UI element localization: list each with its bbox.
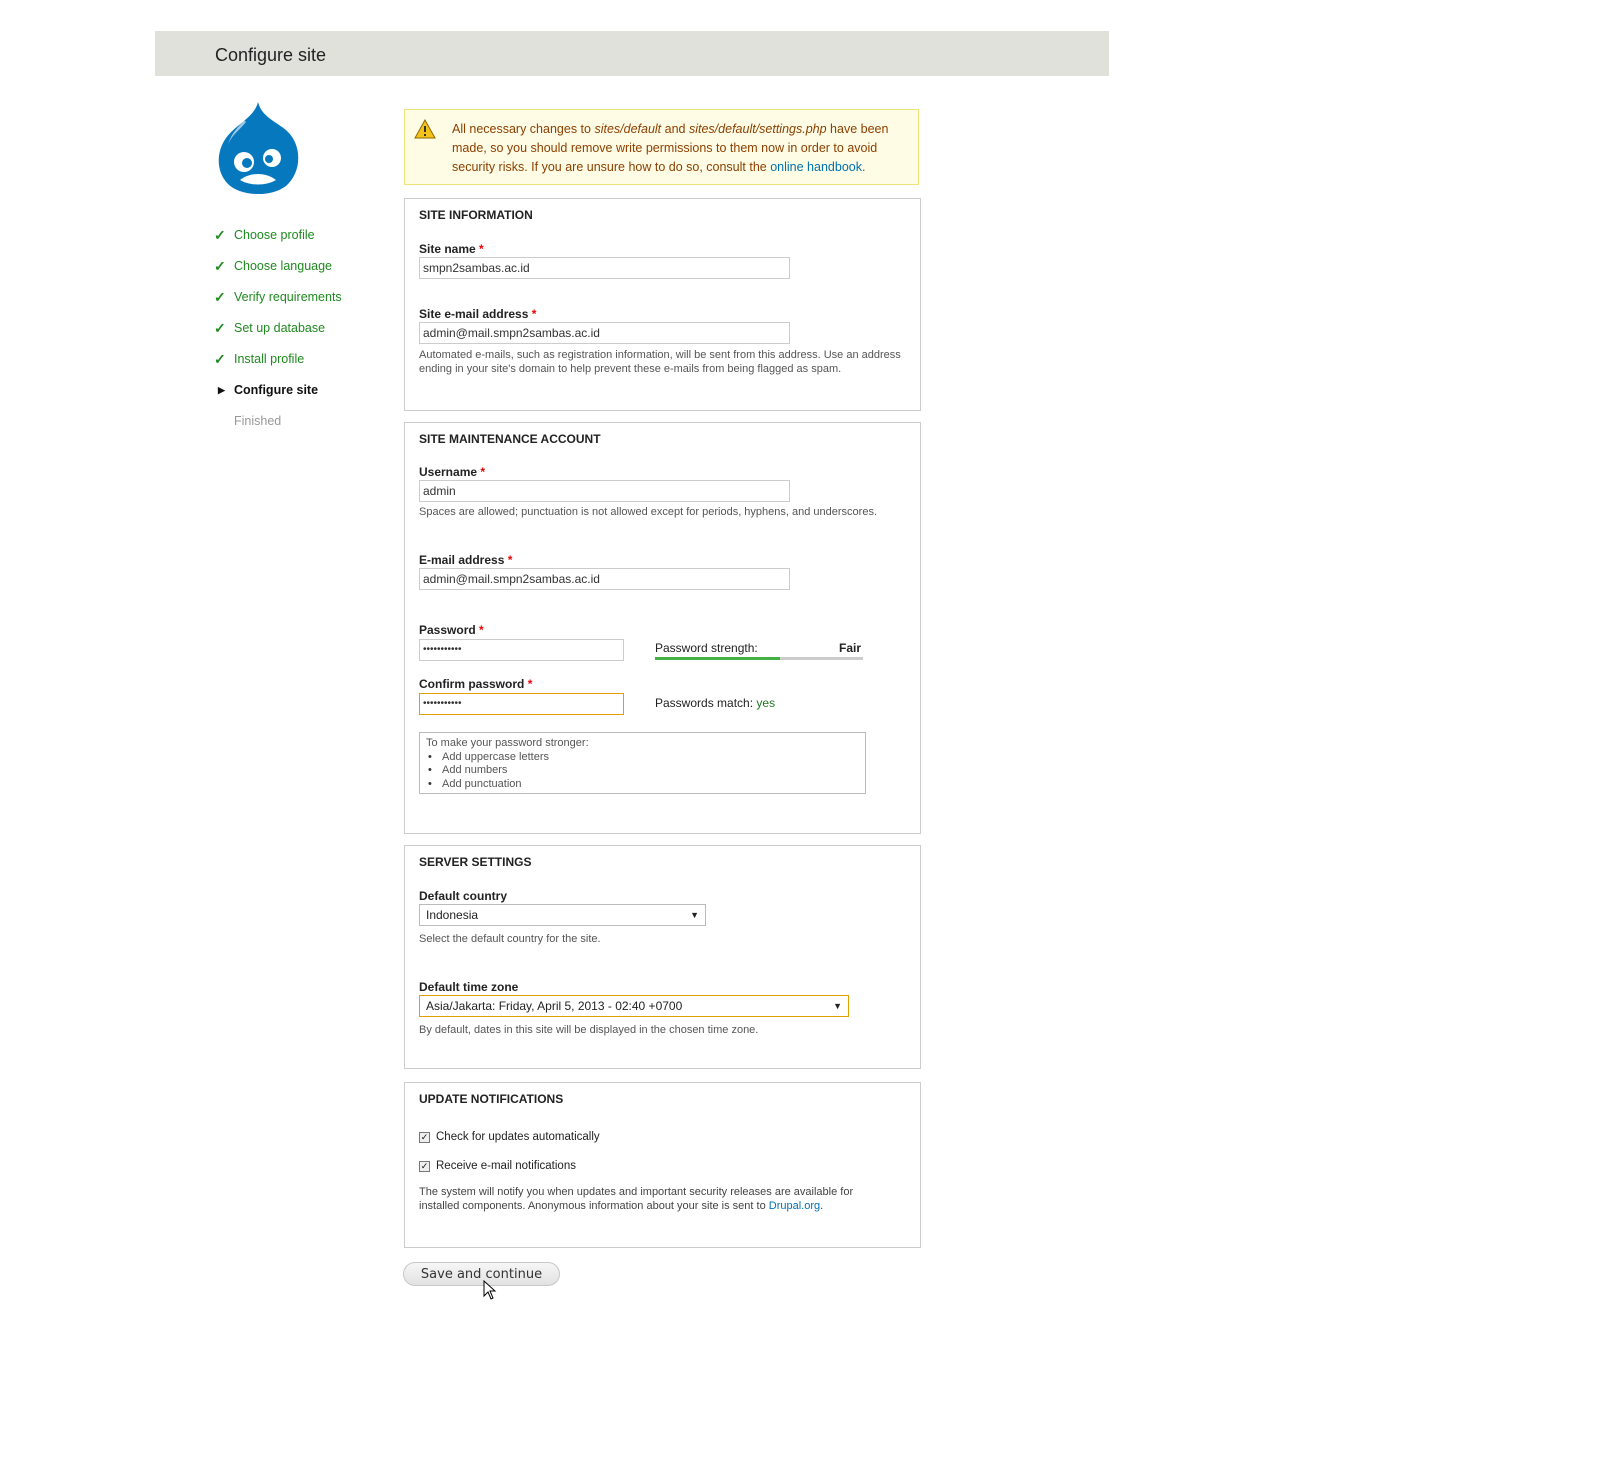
triangle-right-icon: ▶ bbox=[218, 385, 225, 395]
check-icon: ✓ bbox=[214, 351, 226, 367]
password-suggestions bbox=[419, 732, 866, 794]
password-strength-fill bbox=[655, 657, 780, 660]
step-configure-site: ▶ Configure site bbox=[214, 383, 342, 414]
email-notifications-label: Receive e-mail notifications bbox=[436, 1160, 576, 1172]
step-set-up-database: ✓ Set up database bbox=[214, 320, 326, 336]
site-email-input[interactable]: admin@mail.smpn2sambas.ac.id bbox=[419, 322, 790, 344]
step-install-profile: ✓ Install profile bbox=[214, 351, 305, 367]
warning-message bbox=[404, 109, 919, 185]
site-information-fieldset bbox=[404, 198, 921, 411]
default-time-zone-label: Default time zone bbox=[419, 980, 519, 994]
password-suggestions-title: To make your password stronger: bbox=[426, 737, 589, 749]
password-input[interactable]: ••••••••••• bbox=[419, 639, 624, 661]
default-country-description: Select the default country for the site. bbox=[419, 933, 601, 945]
email-notifications-checkbox[interactable]: ✓ bbox=[420, 1160, 429, 1171]
confirm-password-label: Confirm password * bbox=[419, 677, 533, 691]
server-settings-fieldset bbox=[404, 845, 921, 1069]
email-label: E-mail address * bbox=[419, 553, 513, 567]
check-icon: ✓ bbox=[214, 258, 226, 274]
site-maintenance-account-fieldset bbox=[404, 422, 921, 834]
confirm-password-input[interactable]: ••••••••••• bbox=[419, 693, 624, 715]
default-country-label: Default country bbox=[419, 889, 508, 903]
drupal-org-link[interactable]: Drupal.org bbox=[768, 1199, 821, 1212]
dropdown-arrow-icon: ▼ bbox=[690, 910, 699, 920]
site-information-legend: SITE INFORMATION bbox=[419, 208, 533, 222]
site-email-description: Automated e-mails, such as registration information, will be sent from this address. Use an address ending in your site's domain to help prevent these e-mails from being flagged as spam. bbox=[419, 349, 901, 375]
username-label: Username * bbox=[419, 465, 486, 479]
page-header bbox=[155, 31, 1109, 76]
username-description: Spaces are allowed; punctuation is not allowed except for periods, hyphens, and underscores. bbox=[419, 506, 878, 518]
default-time-zone-description: By default, dates in this site will be displayed in the chosen time zone. bbox=[419, 1024, 759, 1036]
email-notifications-checkbox-row[interactable] bbox=[419, 1160, 576, 1172]
update-notifications-legend: UPDATE NOTIFICATIONS bbox=[419, 1092, 564, 1106]
check-icon: ✓ bbox=[214, 227, 226, 243]
password-strength-value: Fair bbox=[839, 641, 862, 655]
password-strength-label: Password strength: bbox=[655, 641, 758, 655]
page-title: Configure site bbox=[215, 45, 327, 65]
step-finished: Finished bbox=[234, 414, 282, 428]
password-suggestion: • Add punctuation bbox=[442, 778, 859, 792]
online-handbook-link[interactable]: online handbook bbox=[770, 160, 862, 174]
password-label: Password * bbox=[419, 623, 484, 637]
default-time-zone-select[interactable]: Asia/Jakarta: Friday, April 5, 2013 - 02:40 +0700 ▼ bbox=[419, 995, 849, 1017]
site-name-input[interactable]: smpn2sambas.ac.id bbox=[419, 257, 790, 279]
check-icon: ✓ bbox=[214, 320, 226, 336]
update-notifications-description: The system will notify you when updates and important security releases are available for installed components. Anonymous information about your site is sent to Drupal.org. bbox=[419, 1186, 854, 1212]
site-email-label: Site e-mail address * bbox=[419, 307, 537, 321]
account-legend: SITE MAINTENANCE ACCOUNT bbox=[419, 432, 601, 446]
username-input[interactable]: admin bbox=[419, 480, 790, 502]
warning-text: All necessary changes to sites/default and sites/default/settings.php have been made, so you should remove write permissions to them now in order to avoid security risks. If you are unsure how to do so, consult the online handbook. bbox=[452, 122, 889, 174]
step-choose-language: ✓ Choose language bbox=[214, 258, 332, 274]
check-icon: ✓ bbox=[214, 289, 226, 305]
save-and-continue-button[interactable]: Save and continue bbox=[403, 1262, 560, 1286]
drupal-logo bbox=[214, 100, 300, 196]
install-steps bbox=[214, 228, 342, 445]
server-settings-legend: SERVER SETTINGS bbox=[419, 855, 532, 869]
check-updates-checkbox[interactable]: ✓ bbox=[420, 1131, 429, 1142]
check-updates-label: Check for updates automatically bbox=[436, 1131, 600, 1143]
password-suggestion: • Add numbers bbox=[442, 764, 859, 778]
update-notifications-fieldset bbox=[404, 1082, 921, 1248]
password-suggestion: • Add uppercase letters bbox=[442, 751, 859, 765]
site-name-label: Site name * bbox=[419, 242, 484, 256]
step-choose-profile: ✓ Choose profile bbox=[214, 227, 315, 243]
default-country-select[interactable]: Indonesia ▼ bbox=[419, 904, 706, 926]
email-input[interactable]: admin@mail.smpn2sambas.ac.id bbox=[419, 568, 790, 590]
password-strength-bar bbox=[655, 657, 863, 660]
dropdown-arrow-icon: ▼ bbox=[833, 1001, 842, 1011]
step-verify-requirements: ✓ Verify requirements bbox=[214, 289, 342, 305]
check-updates-checkbox-row[interactable] bbox=[419, 1131, 600, 1143]
warning-icon bbox=[414, 119, 436, 139]
mouse-cursor-icon bbox=[483, 1280, 497, 1300]
password-match-indicator: Passwords match: yes bbox=[655, 696, 776, 710]
